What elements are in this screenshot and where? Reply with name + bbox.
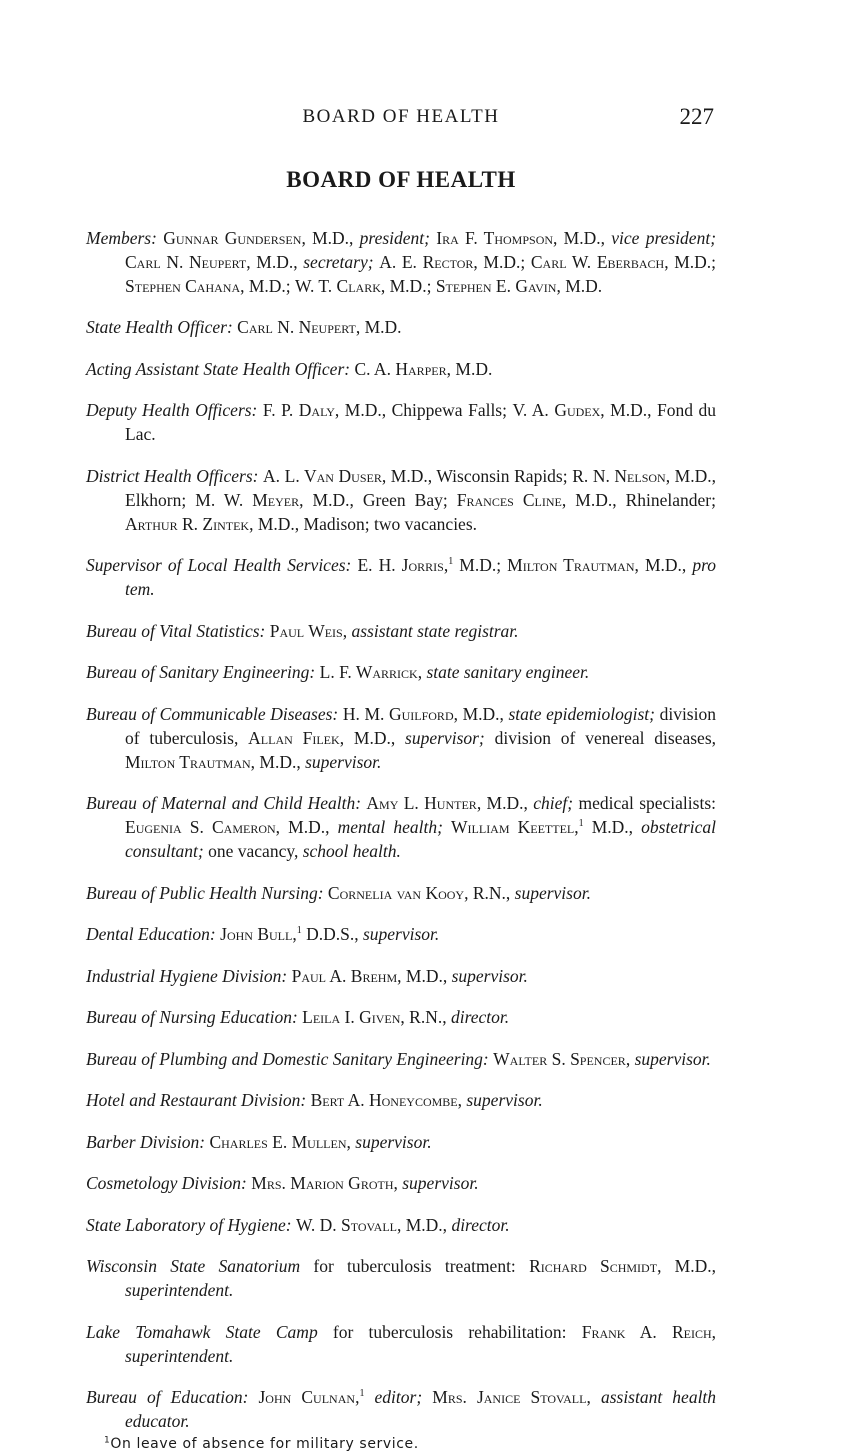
entry-label: Acting Assistant State Health Officer: [86, 358, 351, 379]
person-name: W. D. Stovall [295, 1214, 397, 1235]
entry-text: division of venereal diseases, [484, 727, 717, 748]
entry-label: State Health Officer: [86, 317, 233, 337]
person-name: Paul A. Brehm [291, 965, 398, 986]
person-name: Bert A. Honeycombe [310, 1090, 458, 1110]
role: director. [451, 1214, 510, 1235]
person-name: Amy L. Hunter [366, 793, 477, 813]
person-name: Stephen E. Gavin [435, 275, 557, 296]
person-name: V. A. Gudex [512, 400, 601, 420]
entry-state-laboratory [86, 1213, 716, 1237]
page-number: 227 [679, 104, 714, 129]
entry-text: , R.N., [464, 882, 515, 903]
entry-label: State Laboratory of Hygiene: [86, 1214, 292, 1235]
entry-label: Bureau of Sanitary Engineering: [86, 662, 316, 682]
entry-acting-assistant [86, 357, 716, 381]
entry-label: Bureau of Nursing Education: [86, 1007, 298, 1027]
person-name: Leila I. Given [302, 1007, 401, 1027]
page-title: BOARD OF HEALTH [286, 167, 516, 192]
entry-nursing-education [86, 1005, 716, 1029]
entry-vital-statistics [86, 619, 716, 643]
entry-maternal-child-health: Bureau of Maternal and Child Health: Amy L. Hunter, M.D., chief; medical specialists: Eugenia S. Cameron, M.D., mental health; William Keettel,$^1$ M.D., obstetrical consultant; one vacancy, school health. [86, 793, 717, 861]
entry-cosmetology [86, 1171, 716, 1195]
entry-label: Supervisor of Local Health Services: [86, 555, 352, 575]
entry-text: , M.D., Elkhorn; [125, 465, 716, 510]
entry-sanitary-engineering [86, 660, 716, 684]
entry-text: , [342, 620, 352, 641]
entry-label: Bureau of Maternal and Child Health: [86, 793, 362, 813]
entry-text: , M.D.; [473, 251, 531, 272]
person-name: John Culnan [258, 1387, 356, 1407]
entry-text: , M.D. [446, 358, 493, 379]
entry-industrial-hygiene [86, 964, 716, 988]
entry-deputy-health-officers [86, 398, 716, 446]
person-name: C. A. Harper [354, 358, 447, 379]
role: supervisor. [634, 1048, 711, 1069]
role: supervisor. [514, 882, 591, 903]
role: supervisor. [451, 965, 528, 986]
entry-text: , M.D., Green Bay; [299, 489, 457, 510]
entry-text: division of tuberculosis, [125, 703, 716, 748]
entry-text: , M.D. [355, 317, 402, 337]
person-name: F. P. Daly [262, 400, 335, 420]
footnote-mark: 1 [104, 1435, 111, 1446]
person-name: Carl W. Eberbach [530, 251, 665, 272]
person-name: W. T. Clark [295, 275, 381, 296]
entry-label: Wisconsin State Sanatorium [86, 1256, 301, 1276]
person-name: E. H. Jorris [357, 555, 444, 575]
entry-dental-education: Dental Education: John Bull,$^1$ D.D.S., supervisor. [86, 924, 440, 944]
footnote [86, 1436, 716, 1452]
footnote-text: On leave of absence for military service. [110, 1436, 419, 1452]
entry-text: , M.D., [339, 727, 406, 748]
entry-text: , [711, 1321, 717, 1342]
role: supervisor. [362, 924, 440, 944]
entry-text: , M.D., [634, 555, 693, 575]
entry-communicable-diseases [86, 702, 716, 774]
role: school health. [302, 841, 401, 861]
entry-label: Lake Tomahawk State Camp [86, 1321, 318, 1342]
person-name: Allan Filek [248, 727, 340, 748]
entry-text: M.D.; [453, 555, 508, 575]
role: supervisor. [355, 1131, 432, 1152]
person-name: Cornelia van Kooy [327, 882, 465, 903]
person-name: Mrs. Janice Stovall [432, 1387, 587, 1407]
role: supervisor. [402, 1173, 479, 1193]
entry-text: , M.D., Wisconsin Rapids; [381, 465, 573, 486]
entry-label: Industrial Hygiene Division: [86, 965, 288, 986]
entry-label: Bureau of Education: [86, 1387, 249, 1407]
entry-text: , M.D., Chippewa Falls; [334, 400, 513, 420]
entry-label: Members: [86, 227, 157, 248]
person-name: William Keettel [451, 817, 575, 837]
entry-hotel-restaurant [86, 1088, 716, 1112]
entry-plumbing [86, 1047, 716, 1071]
person-name: Richard Schmidt [529, 1256, 658, 1276]
entry-education: Bureau of Education: John Culnan,$^1$ editor; Mrs. Janice Stovall, assistant health educator. [86, 1387, 717, 1431]
person-name: Milton Trautman [507, 555, 635, 575]
entry-label: Barber Division: [86, 1131, 206, 1152]
entry-text: medical specialists: [573, 793, 717, 813]
entry-lake-tomahawk [86, 1320, 716, 1368]
role: supervisor. [305, 751, 382, 772]
role: supervisor; [405, 727, 485, 748]
entry-text: , M.D., Madison; two vacancies. [249, 513, 478, 534]
entry-text: , M.D.; [240, 275, 296, 296]
person-name: H. M. Guilford [342, 703, 454, 724]
role: assistant health educator. [125, 1387, 717, 1431]
entry-text: , M.D., [275, 817, 338, 837]
role: secretary; [303, 251, 374, 272]
entry-text: , M.D., Fond du Lac. [125, 400, 717, 444]
entry-district-health-officers [86, 464, 716, 536]
person-name: A. L. Van Duser [263, 465, 382, 486]
person-name: Carl N. Neupert [125, 251, 247, 272]
entry-text: , M.D., [657, 1256, 717, 1276]
entry-label: Hotel and Restaurant Division: [86, 1090, 307, 1110]
entry-text: , M.D., [397, 965, 452, 986]
running-title: BOARD OF HEALTH [302, 106, 500, 127]
role: state sanitary engineer. [426, 662, 590, 682]
entry-text: , M.D., [476, 793, 534, 813]
entry-text: , [625, 1048, 635, 1069]
entry-text: , [417, 662, 427, 682]
role: assistant state registrar. [351, 620, 519, 641]
entry-local-health-services: Supervisor of Local Health Services: E. H. Jorris,$^1$ M.D.; Milton Trautman, M.D., pro tem. [86, 555, 717, 599]
entry-text [364, 1387, 374, 1407]
entry-text: , [346, 1131, 356, 1152]
entry-text: M.D., [583, 817, 642, 837]
person-name: Gunnar Gundersen [163, 227, 302, 248]
person-name: Charles E. Mullen [209, 1131, 347, 1152]
role: director. [450, 1007, 510, 1027]
person-name: L. F. Warrick [319, 662, 418, 682]
entry-text: , M.D.; [380, 275, 436, 296]
entry-label: Bureau of Public Health Nursing: [86, 882, 324, 903]
entry-text: , M.D.; [664, 251, 717, 272]
entry-text: , M.D., [453, 703, 509, 724]
footnote-ref: 1 [578, 818, 584, 830]
entry-barber [86, 1130, 716, 1154]
entry-state-health-officer [86, 315, 716, 339]
person-name: John Bull [220, 924, 293, 944]
person-name: M. W. Meyer [195, 489, 300, 510]
entry-label: District Health Officers: [86, 465, 259, 486]
person-name: Eugenia S. Cameron [125, 817, 276, 837]
entry-text: , M.D., [246, 251, 304, 272]
person-name: Ira F. Thompson [436, 227, 554, 248]
role: supervisor. [466, 1090, 543, 1110]
entry-label: Cosmetology Division: [86, 1173, 247, 1193]
person-name: Stephen Cahana [125, 275, 241, 296]
entry-text: one vacancy, [203, 841, 303, 861]
entry-text: , [393, 1173, 403, 1193]
entry-label: Dental Education: [86, 924, 216, 944]
entry-label: Deputy Health Officers: [86, 400, 258, 420]
role: obstetrical consultant; [125, 817, 717, 861]
entry-text: , M.D. [556, 275, 603, 296]
person-name: Carl N. Neupert [237, 317, 356, 337]
person-name: Frances Cline [456, 489, 562, 510]
person-name: Walter S. Spencer [493, 1048, 626, 1069]
entry-text: for tuberculosis treatment: [300, 1256, 530, 1276]
entry-text: , [586, 1387, 601, 1407]
entry-label: Bureau of Vital Statistics: [86, 620, 266, 641]
entry-text: , R.N., [400, 1007, 451, 1027]
person-name: Mrs. Marion Groth [251, 1173, 394, 1193]
entry-text: , M.D., [250, 751, 306, 772]
entry-public-health-nursing [86, 881, 716, 905]
person-name: Frank A. Reich [581, 1321, 712, 1342]
person-name: Arthur R. Zintek [125, 513, 250, 534]
entry-text: , M.D., [553, 227, 612, 248]
role: vice president; [611, 227, 717, 248]
entry-members [86, 226, 716, 298]
role: mental health; [337, 817, 443, 837]
role: president; [359, 227, 430, 248]
entry-label: Bureau of Communicable Diseases: [86, 703, 339, 724]
entry-label: Bureau of Plumbing and Domestic Sanitary Engineering: [86, 1048, 489, 1069]
entry-text: , [457, 1090, 467, 1110]
person-name: Milton Trautman [125, 751, 251, 772]
role: superintendent. [125, 1345, 234, 1366]
entry-text: , M.D., [301, 227, 360, 248]
role: state epidemiologist; [508, 703, 655, 724]
role: superintendent. [125, 1280, 234, 1300]
person-name: Paul Weis [269, 620, 343, 641]
running-head [86, 104, 716, 134]
footnote-ref: 1 [359, 1388, 365, 1400]
footnote-ref: 1 [448, 556, 454, 568]
role: pro tem. [125, 555, 717, 599]
entry-text: for tuberculosis rehabilitation: [317, 1321, 582, 1342]
entry-text: , M.D., Rhinelander; [561, 489, 716, 510]
entry-text: , M.D., [396, 1214, 452, 1235]
directory-content [86, 208, 716, 1452]
person-name: A. E. Rector [379, 251, 474, 272]
person-name: R. N. Nelson [572, 465, 666, 486]
footnote-ref: 1 [296, 925, 302, 937]
entry-sanatorium [86, 1254, 716, 1302]
role: editor; [374, 1387, 423, 1407]
role: chief; [533, 793, 574, 813]
entry-text: D.D.S., [301, 924, 363, 944]
